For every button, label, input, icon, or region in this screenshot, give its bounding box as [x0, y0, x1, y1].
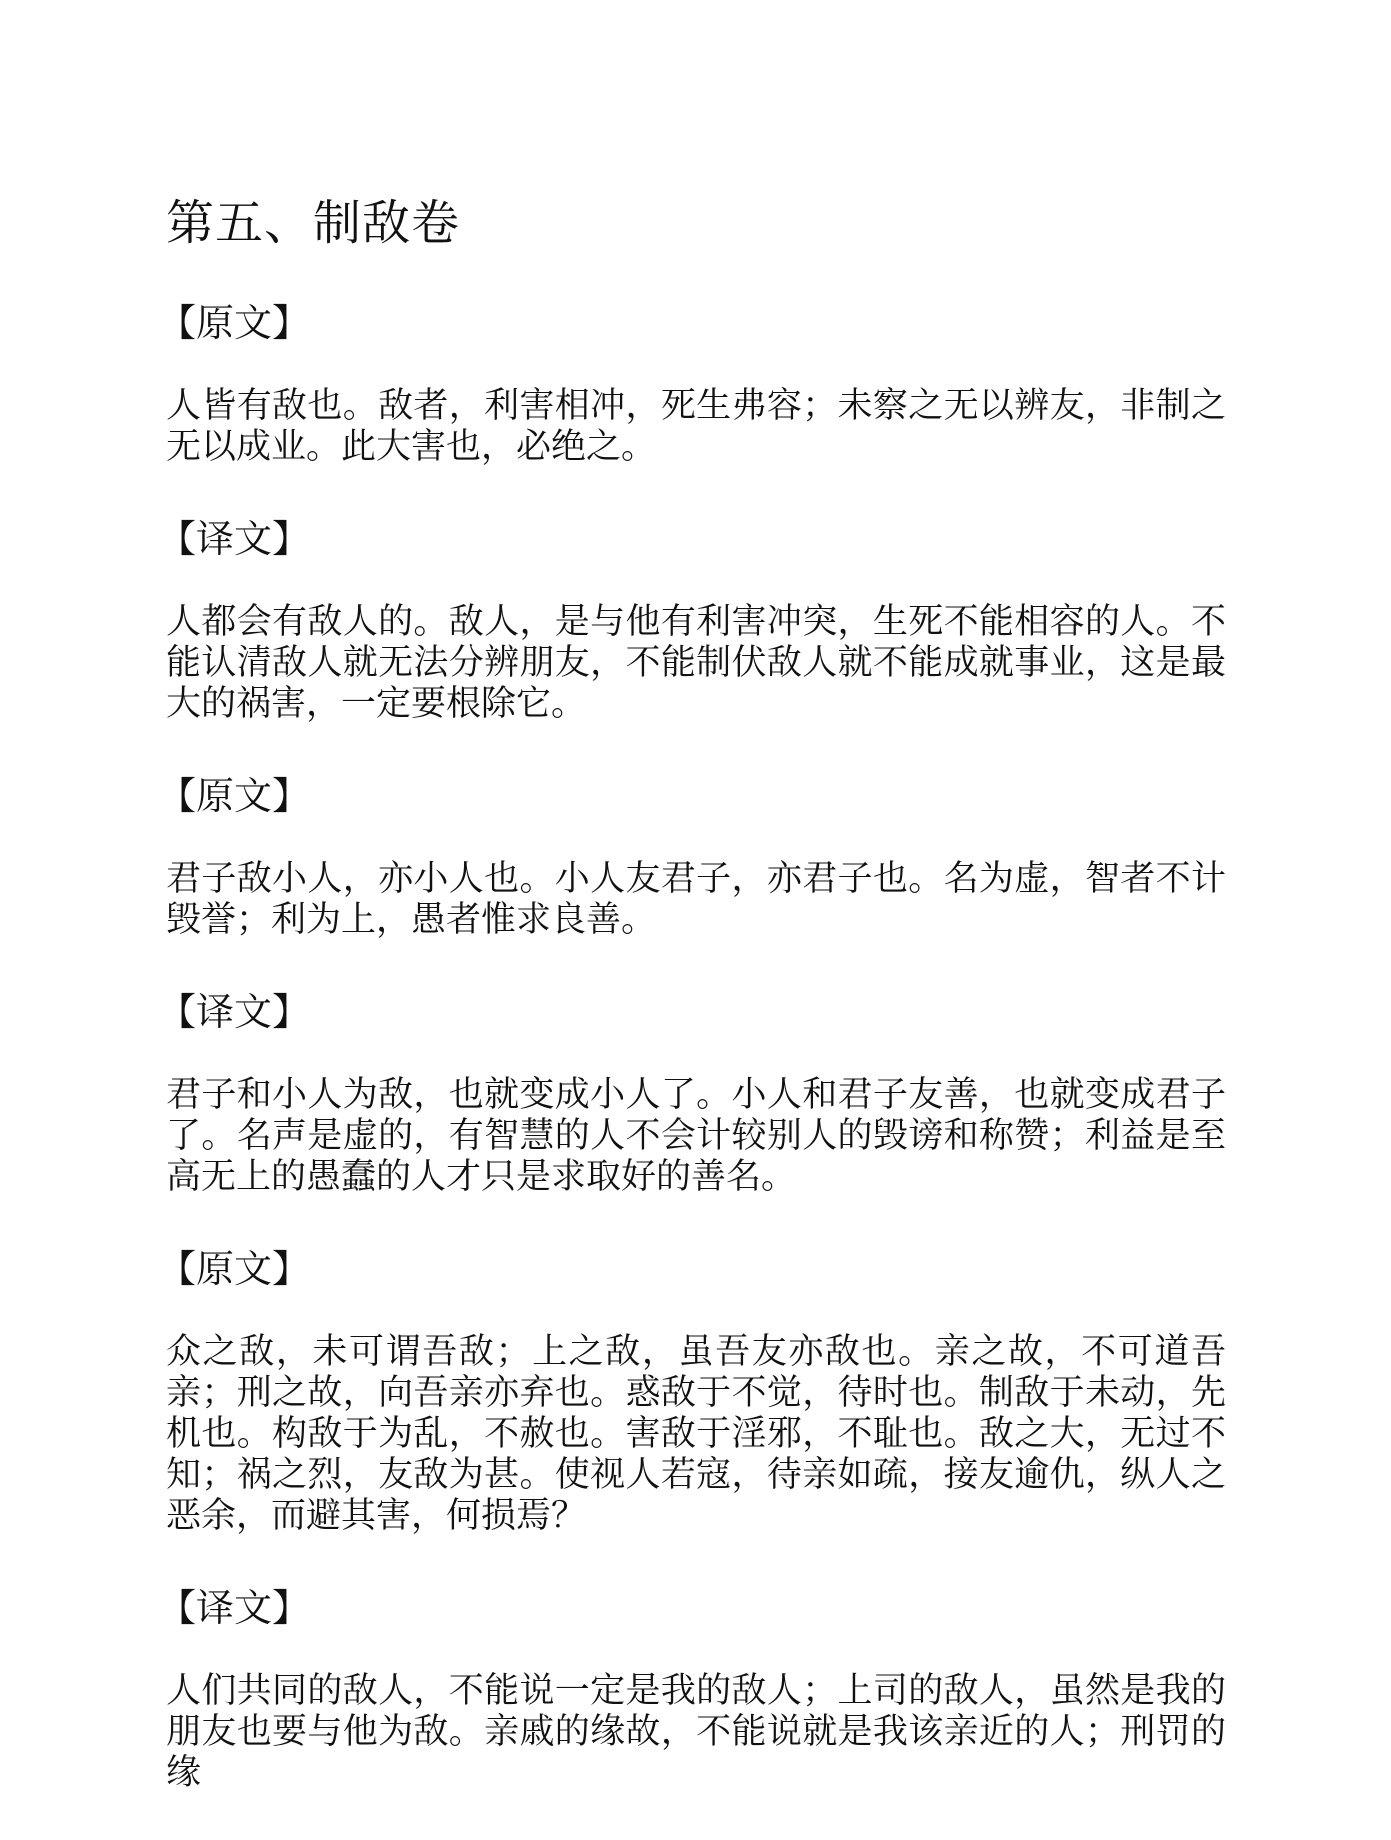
- section-original-1: [158, 298, 1226, 468]
- section-original-3: [158, 1244, 1226, 1537]
- section-text: 君子敌小人，亦小人也。小人友君子，亦君子也。名为虚，智者不计毁誉；利为上，愚者惟求良善。: [166, 859, 1226, 940]
- section-text: 人都会有敌人的。敌人，是与他有利害冲突，生死不能相容的人。不能认清敌人就无法分辨朋友，不能制伏敌人就不能成就事业，这是最大的祸害，一定要根除它。: [166, 602, 1226, 724]
- section-label: 【译文】: [158, 990, 311, 1034]
- section-original-2: [158, 771, 1226, 941]
- section-label: 【原文】: [158, 1247, 311, 1291]
- section-text: 君子和小人为敌，也就变成小人了。小人和君子友善，也就变成君子了。名声是虚的，有智慧的人不会计较别人的毁谤和称赞；利益是至高无上的愚蠢的人才只是求取好的善名。: [166, 1075, 1226, 1197]
- section-label: 【原文】: [158, 301, 311, 345]
- section-label: 【原文】: [158, 774, 311, 818]
- section-translation-1: [158, 514, 1226, 725]
- chapter-title: 第五、制敌卷: [166, 195, 461, 251]
- section-translation-2: [158, 987, 1226, 1198]
- section-translation-3: [158, 1583, 1226, 1794]
- page-content: [158, 192, 1226, 1840]
- section-label: 【译文】: [158, 1586, 311, 1630]
- section-text: 人皆有敌也。敌者，利害相冲，死生弗容；未察之无以辨友，非制之无以成业。此大害也，必绝之。: [166, 386, 1226, 467]
- section-text: 人们共同的敌人，不能说一定是我的敌人；上司的敌人，虽然是我的朋友也要与他为敌。亲戚的缘故，不能说就是我该亲近的人；刑罚的缘: [166, 1671, 1226, 1793]
- section-label: 【译文】: [158, 517, 311, 561]
- section-text: 众之敌，未可谓吾敌；上之敌，虽吾友亦敌也。亲之故，不可道吾亲；刑之故，向吾亲亦弃也。惑敌于不觉，待时也。制敌于未动，先机也。构敌于为乱，不赦也。害敌于淫邪，不耻也。敌之大，无过不知；祸之烈，友敌为甚。使视人若寇，待亲如疏，接友逾仇，纵人之恶余，而避其害，何损焉？: [166, 1332, 1226, 1536]
